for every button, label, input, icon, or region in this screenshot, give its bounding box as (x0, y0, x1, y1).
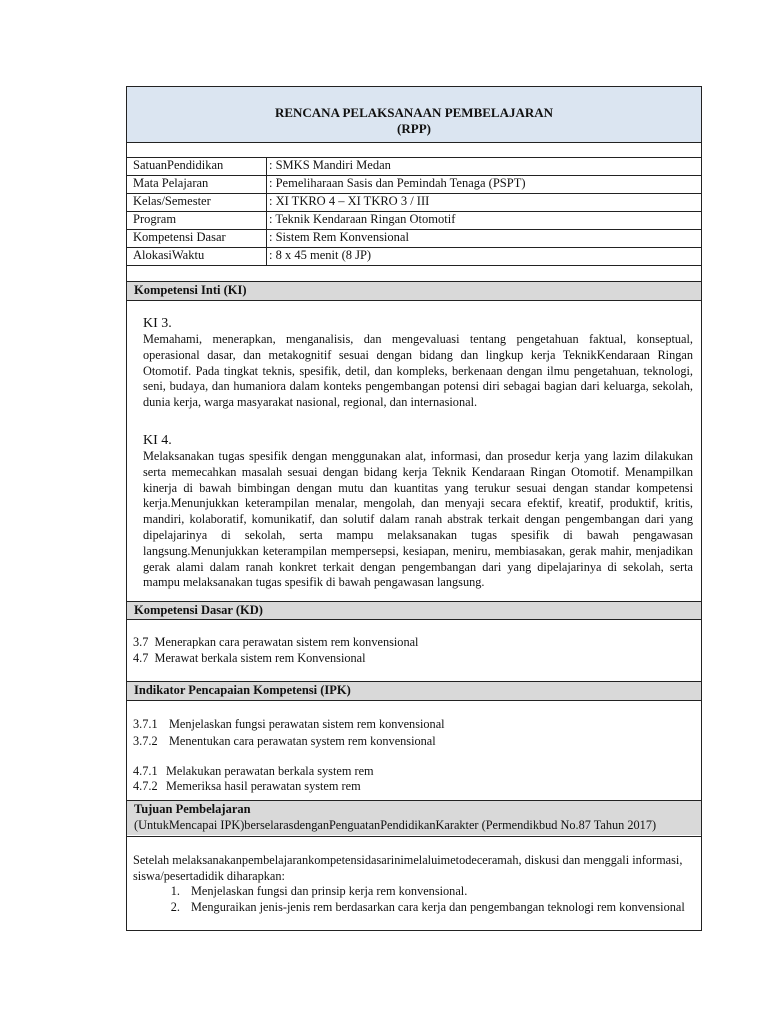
ipk-text: Melakukan perawatan berkala system rem (166, 764, 374, 778)
info-row (127, 193, 701, 211)
kd-num: 4.7 (133, 651, 149, 665)
info-label: Kelas/Semester (133, 194, 211, 208)
title-line-1: RENCANA PELAKSANAAN PEMBELAJARAN (274, 105, 554, 120)
info-value: : XI TKRO 4 – XI TKRO 3 / III (269, 194, 430, 208)
ipk-text: Menjelaskan fungsi perawatan sistem rem konvensional (169, 717, 445, 731)
ipk-num: 4.7.2 (133, 779, 158, 793)
section-heading-tujuan (127, 801, 701, 835)
info-label: SatuanPendidikan (133, 158, 224, 172)
ipk-num: 3.7.1 (133, 717, 158, 731)
ipk-item (133, 716, 693, 733)
info-value: : Sistem Rem Konvensional (269, 230, 409, 244)
tujuan-heading: Tujuan Pembelajaran (134, 802, 251, 816)
kd-item (133, 634, 693, 650)
info-value: : 8 x 45 menit (8 JP) (269, 248, 372, 262)
info-label: Mata Pelajaran (133, 176, 209, 190)
info-value: : Teknik Kendaraan Ringan Otomotif (269, 212, 456, 226)
info-value: : SMKS Mandiri Medan (269, 158, 391, 172)
ki3-text: Memahami, menerapkan, menganalisis, dan mengevaluasi tentang pengetahuan faktual, konseptual, operasional dasar, dan metakognitif sesuai dengan bidang dan lingkup kerja TeknikKendaraan Ringan Otomotif. Pada tingkat teknis, spesifik, detil, dan kompleks, berkenaan dengan ilmu pengetahuan, teknologi, seni, budaya, dan humaniora dalam konteks pengembangan potensi diri sebagai bagian dari keluarga, sekolah, dunia kerja, warga masyarakat nasional, regional, dan internasional. (143, 332, 693, 410)
ipk-item (133, 764, 693, 779)
info-row (127, 175, 701, 193)
kd-text: Menerapkan cara perawatan sistem rem konvensional (154, 635, 419, 649)
ki3-block (143, 316, 693, 411)
tujuan-body (133, 853, 693, 915)
info-value: : Pemeliharaan Sasis dan Pemindah Tenaga (PSPT) (269, 176, 526, 190)
section-heading-kd: Kompetensi Dasar (KD) (127, 602, 701, 619)
ipk-num: 3.7.2 (133, 734, 158, 748)
info-row (127, 157, 701, 175)
tujuan-list (133, 884, 693, 915)
tujuan-item: 2. Menguraikan jenis-jenis rem berdasarkan cara kerja dan pengembangan teknologi rem konvensional (183, 900, 693, 916)
kd-list (133, 634, 693, 666)
ipk-item (133, 733, 693, 750)
info-label: Kompetensi Dasar (133, 230, 226, 244)
ki4-title: KI 4. (143, 433, 172, 448)
info-row (127, 247, 701, 265)
ipk-num: 4.7.1 (133, 764, 158, 778)
title-line-2: (RPP) (397, 121, 431, 136)
section-heading-ipk: Indikator Pencapaian Kompetensi (IPK) (127, 682, 701, 700)
tujuan-subheading: (UntukMencapai IPK)berselarasdenganPenguatanPendidikanKarakter (Permendikbud No.87 Tahun 2017) (134, 817, 657, 832)
info-row (127, 211, 701, 229)
ki4-text: Melaksanakan tugas spesifik dengan menggunakan alat, informasi, dan prosedur kerja yang lazim dilakukan serta memecahkan masalah sesuai dengan bidang kerja Teknik Kendaraan Ringan Otomotif. Menampilkan kinerja di bawah bimbingan dengan mutu dan kuantitas yang terukur sesuai dengan standar kompetensi kerja.Menunjukkan keterampilan menalar, mengolah, dan menyaji secara efektif, kreatif, produktif, kritis, mandiri, kolaboratif, komunikatif, dan solutif dalam ranah abstrak terkait dengan pengembangan dari yang dipelajarinya di sekolah, serta mampu melaksanakan tugas spesifik di bawah pengawasan langsung.Menunjukkan keterampilan mempersepsi, kesiapan, meniru, membiasakan, gerak mahir, menjadikan gerak alami dalam ranah konkret terkait dengan pengembangan dari yang dipelajarinya di sekolah, serta mampu melaksanakan tugas spesifik di bawah pengawasan langsung. (143, 449, 693, 590)
ipk-list (133, 716, 693, 794)
info-label: Program (133, 212, 177, 226)
ipk-text: Menentukan cara perawatan system rem konvensional (169, 734, 436, 748)
info-label: AlokasiWaktu (133, 248, 205, 262)
document-title (127, 87, 701, 142)
rpp-document (126, 86, 702, 931)
tujuan-item: 1. Menjelaskan fungsi dan prinsip kerja rem konvensional. (183, 884, 693, 900)
info-row (127, 229, 701, 247)
kd-text: Merawat berkala sistem rem Konvensional (154, 651, 366, 665)
ipk-text: Memeriksa hasil perawatan system rem (166, 779, 361, 793)
ki4-block (143, 433, 693, 591)
kd-item (133, 650, 693, 666)
tujuan-intro: Setelah melaksanakanpembelajarankompetensidasarinimelaluimetodeceramah, diskusi dan menggali informasi, siswa/pesertadidik diharapkan: (133, 853, 683, 883)
ki3-title: KI 3. (143, 316, 172, 331)
section-heading-ki: Kompetensi Inti (KI) (127, 282, 701, 300)
ipk-item (133, 779, 693, 794)
kd-num: 3.7 (133, 635, 149, 649)
